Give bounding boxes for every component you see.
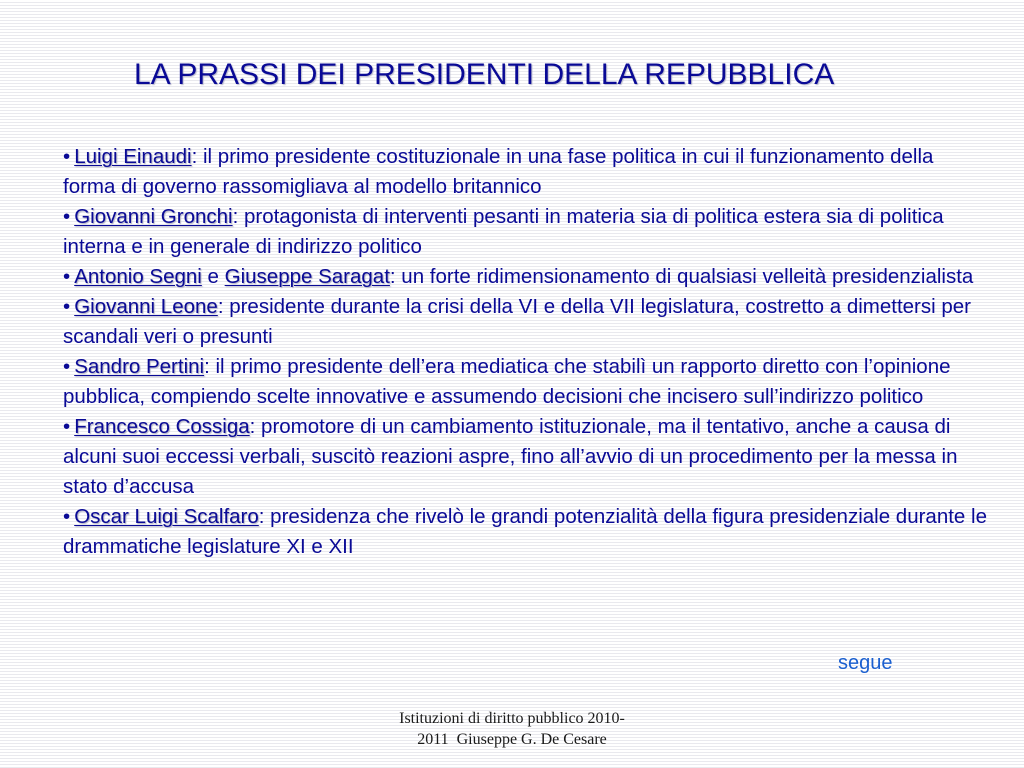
president-name-link[interactable]: Oscar Luigi Scalfaro	[74, 505, 259, 528]
slide-footer	[362, 708, 662, 750]
list-item-cossiga	[63, 412, 988, 502]
item-description: : un forte ridimensionamento di qualsiasi velleità presidenzialista	[389, 265, 974, 288]
item-description: : promotore di un cambiamento istituzionale, ma il tentativo, anche a causa di alcuni suoi eccessi verbali, suscitò reazioni aspre, fino all’avvio di un procedimento per la messa in stato d’accusa	[63, 415, 958, 498]
president-name-link[interactable]: Giuseppe Saragat	[224, 265, 390, 288]
slide-title: LA PRASSI DEI PRESIDENTI DELLA REPUBBLICA	[134, 58, 835, 91]
president-name-link[interactable]: Luigi Einaudi	[74, 145, 192, 168]
bullet: •	[63, 505, 71, 528]
bullet: •	[63, 265, 71, 288]
list-item-pertini	[63, 352, 988, 412]
list-item-segni-saragat	[63, 262, 988, 292]
bullet: •	[63, 415, 71, 438]
president-name-link[interactable]: Francesco Cossiga	[74, 415, 250, 438]
list-item-einaudi	[63, 142, 988, 202]
president-name-link[interactable]: Antonio Segni	[74, 265, 202, 288]
bullet: •	[63, 355, 71, 378]
segue-link[interactable]: segue	[838, 652, 893, 674]
bullet: •	[63, 205, 71, 228]
slide-body	[63, 142, 988, 562]
conjunction-text: e	[201, 265, 225, 288]
item-description: : il primo presidente costituzionale in una fase politica in cui il funzionamento della forma di governo rassomigliava al modello britannico	[63, 145, 934, 198]
item-description: : il primo presidente dell’era mediatica che stabilì un rapporto diretto con l’opinione pubblica, compiendo scelte innovative e assumendo decisioni che incisero sull’indirizzo politico	[63, 355, 951, 408]
item-description: : presidenza che rivelò le grandi potenzialità della figura presidenziale durante le drammatiche legislature XI e XII	[63, 505, 987, 558]
list-item-scalfaro	[63, 502, 988, 562]
footer-line-2: 2011 Giuseppe G. De Cesare	[417, 731, 607, 748]
president-name-link[interactable]: Giovanni Leone	[74, 295, 218, 318]
president-name-link[interactable]: Sandro Pertini	[74, 355, 205, 378]
item-description: : protagonista di interventi pesanti in materia sia di politica estera sia di politica interna e in generale di indirizzo politico	[63, 205, 944, 258]
bullet: •	[63, 145, 71, 168]
list-item-leone	[63, 292, 988, 352]
bullet: •	[63, 295, 71, 318]
item-description: : presidente durante la crisi della VI e della VII legislatura, costretto a dimettersi per scandali veri o presunti	[63, 295, 971, 348]
president-name-link[interactable]: Giovanni Gronchi	[74, 205, 233, 228]
footer-line-1: Istituzioni di diritto pubblico 2010-	[399, 710, 625, 727]
list-item-gronchi	[63, 202, 988, 262]
